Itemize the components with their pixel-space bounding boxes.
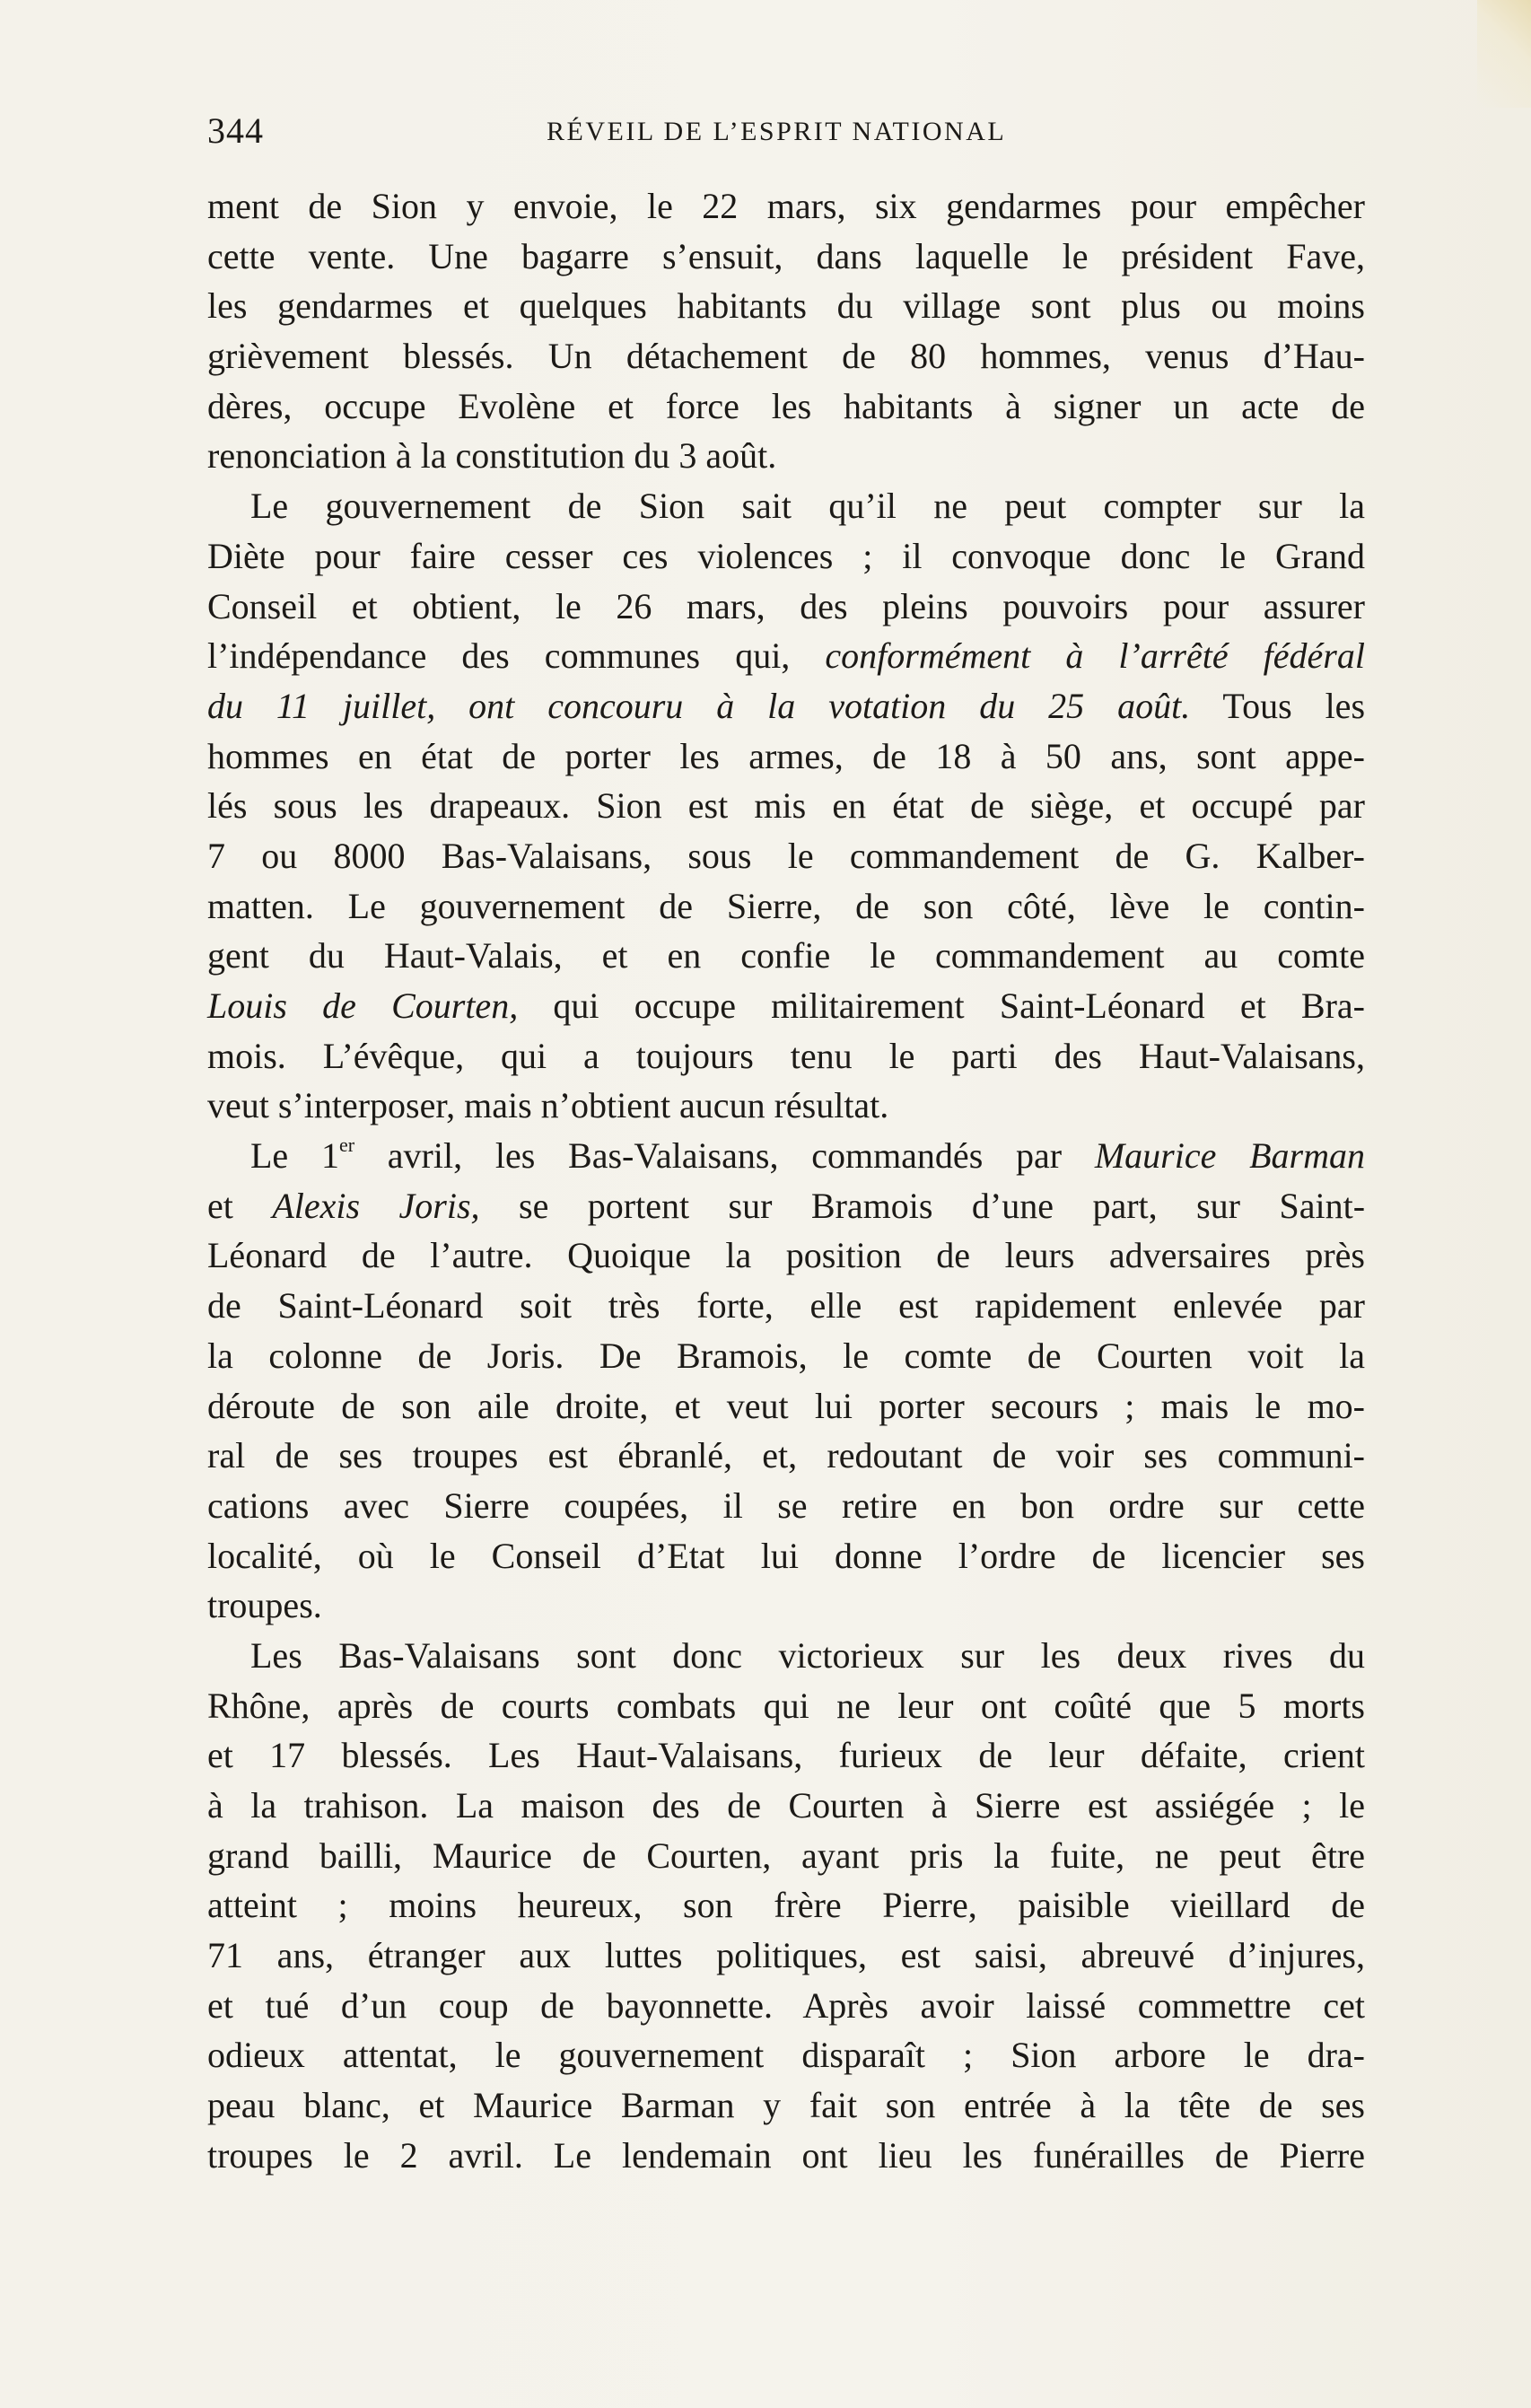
text-line: du 11 juillet, ont concouru à la votation du 25 août. Tous les bbox=[207, 685, 1366, 726]
text-line: Conseil et obtient, le 26 mars, des pleins pouvoirs pour assurer bbox=[207, 585, 1365, 626]
text-line: troupes. bbox=[207, 1585, 322, 1626]
italic-name: Louis de Courten, bbox=[207, 985, 519, 1026]
text-line: dères, occupe Evolène et force les habitants à signer un acte de bbox=[207, 385, 1365, 426]
page-header bbox=[207, 109, 1365, 163]
page-number: 344 bbox=[207, 110, 264, 151]
italic-name: Alexis Joris, bbox=[272, 1185, 480, 1226]
text-line: Le 1er avril, les Bas-Valaisans, commandés par Maurice Barman bbox=[250, 1134, 1365, 1177]
text-line: troupes le 2 avril. Le lendemain ont lieu les funérailles de Pierre bbox=[207, 2134, 1365, 2176]
text-line: à la trahison. La maison des de Courten à Sierre est assiégée ; le bbox=[207, 1785, 1365, 1826]
text-line: gent du Haut-Valais, et en confie le commandement au comte bbox=[207, 935, 1365, 976]
text-line: hommes en état de porter les armes, de 18 à 50 ans, sont appe- bbox=[207, 735, 1365, 776]
italic-citation: conformément à l’arrêté fédéral bbox=[825, 635, 1365, 677]
text-line: lés sous les drapeaux. Sion est mis en état de siège, et occupé par bbox=[207, 785, 1365, 827]
text-line: et Alexis Joris, se portent sur Bramois d’une part, sur Saint- bbox=[207, 1185, 1366, 1226]
text-line: et tué d’un coup de bayonnette. Après avoir laissé commettre cet bbox=[207, 1984, 1365, 2026]
text-line: Le gouvernement de Sion sait qu’il ne peut compter sur la bbox=[250, 486, 1365, 527]
text-line: et 17 blessés. Les Haut-Valaisans, furieux de leur défaite, crient bbox=[207, 1735, 1365, 1776]
text-line: veut s’interposer, mais n’obtient aucun résultat. bbox=[207, 1085, 889, 1126]
text-line: de Saint-Léonard soit très forte, elle est rapidement enlevée par bbox=[207, 1285, 1365, 1327]
text-line: ment de Sion y envoie, le 22 mars, six gendarmes pour empêcher bbox=[207, 186, 1365, 226]
page-corner-shading bbox=[1477, 0, 1531, 108]
text-line: matten. Le gouvernement de Sierre, de son côté, lève le contin- bbox=[207, 885, 1365, 926]
text-line: les gendarmes et quelques habitants du village sont plus ou moins bbox=[207, 285, 1365, 327]
text-line: cette vente. Une bagarre s’ensuit, dans laquelle le président Fave, bbox=[207, 235, 1365, 276]
text-line: la colonne de Joris. De Bramois, le comte de Courten voit la bbox=[207, 1335, 1365, 1376]
text-line: mois. L’évêque, qui a toujours tenu le parti des Haut-Valaisans, bbox=[207, 1035, 1365, 1076]
text-line: Rhône, après de courts combats qui ne leur ont coûté que 5 morts bbox=[207, 1685, 1365, 1726]
text-line: Léonard de l’autre. Quoique la position de leurs adversaires près bbox=[207, 1235, 1365, 1276]
text-line: cations avec Sierre coupées, il se retire en bon ordre sur cette bbox=[207, 1484, 1365, 1526]
running-title: RÉVEIL DE L’ESPRIT NATIONAL bbox=[547, 117, 1007, 146]
superscript: er bbox=[338, 1134, 355, 1157]
text-line: renonciation à la constitution du 3 août. bbox=[207, 435, 777, 477]
text-line: l’indépendance des communes qui, conformément à l’arrêté fédéral bbox=[207, 635, 1365, 677]
text-line: atteint ; moins heureux, son frère Pierre, paisible vieillard de bbox=[207, 1885, 1365, 1926]
text-line: Diète pour faire cesser ces violences ; il convoque donc le Grand bbox=[207, 535, 1365, 576]
text-line: odieux attentat, le gouvernement disparaît ; Sion arbore le dra- bbox=[207, 2035, 1365, 2076]
text-line: 71 ans, étranger aux luttes politiques, est saisi, abreuvé d’injures, bbox=[207, 1935, 1365, 1976]
italic-citation: du 11 juillet, ont concouru à la votation du 25 août. bbox=[207, 685, 1191, 726]
text-line: Les Bas-Valaisans sont donc victorieux sur les deux rives du bbox=[250, 1634, 1365, 1676]
italic-name: Maurice Barman bbox=[1094, 1135, 1365, 1177]
text-line: 7 ou 8000 Bas-Valaisans, sous le commandement de G. Kalber- bbox=[207, 835, 1365, 876]
text-line: grièvement blessés. Un détachement de 80 hommes, venus d’Hau- bbox=[207, 336, 1365, 377]
text-line: ral de ses troupes est ébranlé, et, redoutant de voir ses communi- bbox=[207, 1435, 1365, 1476]
text-line: déroute de son aile droite, et veut lui porter secours ; mais le mo- bbox=[207, 1385, 1365, 1426]
body-text bbox=[207, 181, 1365, 2181]
text-line: grand bailli, Maurice de Courten, ayant pris la fuite, ne peut être bbox=[207, 1834, 1365, 1876]
text-line: Louis de Courten, qui occupe militairement Saint-Léonard et Bra- bbox=[207, 985, 1365, 1026]
text-line: localité, où le Conseil d’Etat lui donne l’ordre de licencier ses bbox=[207, 1535, 1365, 1576]
text-line: peau blanc, et Maurice Barman y fait son entrée à la tête de ses bbox=[207, 2085, 1365, 2126]
